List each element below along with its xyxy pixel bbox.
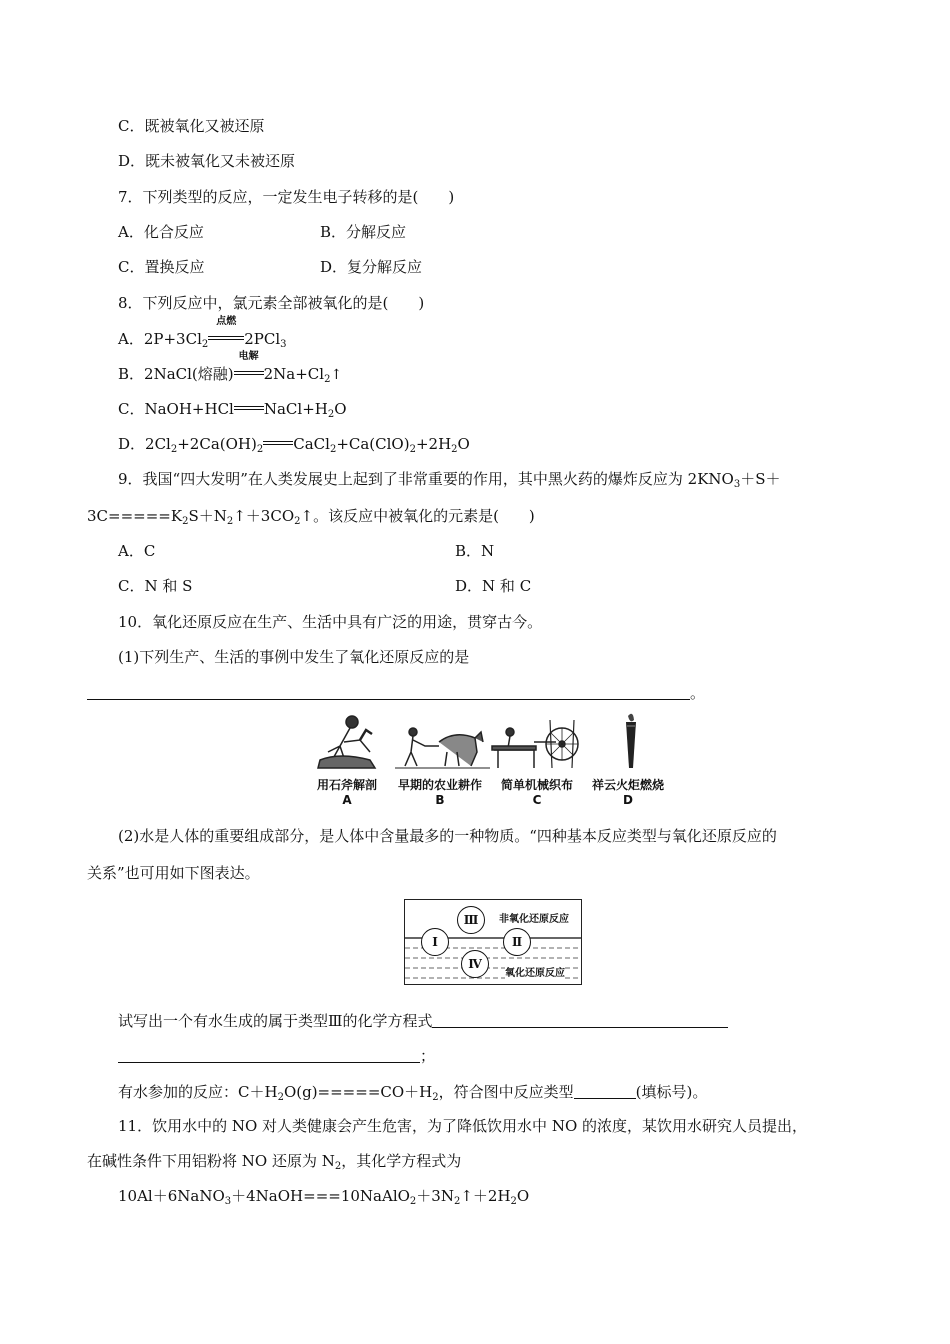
scene-ploughing bbox=[395, 728, 490, 768]
label-redox: 氧化还原反应 bbox=[505, 964, 565, 979]
q10-write-equation-cont: ； bbox=[118, 1046, 435, 1066]
q6-option-c: C．既被氧化又被还原 bbox=[118, 117, 265, 135]
q7-stem: 7．下列类型的反应，一定发生电子转移的是( ) bbox=[118, 188, 455, 206]
caption-b: 早期的农业耕作 bbox=[397, 778, 482, 792]
letter-b: B bbox=[435, 793, 445, 807]
q7-option-d: D．复分解反应 bbox=[320, 258, 423, 276]
scene-stone-axe bbox=[318, 716, 375, 768]
q10-part2-line2: 关系”也可用如下图表达。 bbox=[87, 864, 260, 882]
q9-stem-line1: 9．我国“四大发明”在人类发展史上起到了非常重要的作用，其中黑火药的爆炸反应为 $2KNO_3+S+$ bbox=[118, 470, 781, 490]
q7-option-a: A．化合反应 bbox=[118, 223, 204, 241]
q8-option-b: B．2NaCl(熔融) 电解 $2Na+Cl_2↑$ bbox=[118, 351, 343, 385]
caption-a: 用石斧解剖 bbox=[316, 778, 377, 792]
q9-option-c: C．N 和 S bbox=[118, 577, 193, 595]
reaction-condition-ignite: 点燃 bbox=[208, 329, 244, 349]
figure-activities bbox=[300, 712, 680, 812]
q7-option-b: B．分解反应 bbox=[320, 223, 407, 241]
scene-torch bbox=[626, 714, 636, 768]
label-non-redox: 非氧化还原反应 bbox=[499, 910, 569, 925]
q10-part1-answer-line: 。 bbox=[87, 683, 705, 703]
letter-a: A bbox=[342, 793, 352, 807]
q8-option-c: C．NaOH+HCl $NaCl+H_2O$ bbox=[118, 400, 347, 420]
q9-option-b: B．N bbox=[455, 542, 495, 560]
circle-type-2: Ⅱ bbox=[503, 928, 531, 956]
q9-option-d: D．N 和 C bbox=[455, 577, 532, 595]
q6-option-d: D．既未被氧化又未被还原 bbox=[118, 152, 296, 170]
q10-water-reaction: 有水参加的反应：$C+H_2O(g)=====CO+H_2$，符合图中反应类型 (填标号)。 bbox=[118, 1083, 708, 1103]
reaction-type-diagram bbox=[404, 899, 582, 985]
letter-c: C bbox=[532, 793, 542, 807]
q11-line1: 11．饮用水中的 NO 对人类健康会产生危害，为了降低饮用水中 NO 的浓度，某饮用水研究人员提出， bbox=[118, 1117, 808, 1135]
q10-stem: 10．氧化还原反应在生产、生活中具有广泛的用途，贯穿古今。 bbox=[118, 613, 543, 631]
q8-option-d: D．$2Cl_2+2Ca(OH)_2$ $CaCl_2+Ca(ClO)_2+2H_2O$ bbox=[118, 435, 470, 455]
q7-option-c: C．置换反应 bbox=[118, 258, 205, 276]
activities-illustration bbox=[300, 712, 680, 774]
q10-part1: (1)下列生产、生活的事例中发生了氧化还原反应的是 bbox=[118, 648, 470, 666]
q9-stem-line2: $3C=====K_2S+N_2↑+3CO_2↑$。该反应中被氧化的元素是( ) bbox=[87, 507, 535, 527]
circle-type-1: Ⅰ bbox=[421, 928, 449, 956]
q10-part2-line1: (2)水是人体的重要组成部分，是人体中含量最多的一种物质。“四种基本反应类型与氧化还原反应的 bbox=[118, 827, 777, 845]
q11-equation: $10Al+6NaNO_3+4NaOH===10NaAlO_2+3N_2↑+2H_2O$ bbox=[118, 1187, 530, 1207]
reaction-condition-electrolysis: 电解 bbox=[234, 364, 264, 384]
q10-write-equation: 试写出一个有水生成的属于类型Ⅲ的化学方程式 bbox=[118, 1011, 728, 1031]
answer-blank[interactable] bbox=[574, 1098, 636, 1099]
answer-blank[interactable] bbox=[432, 1027, 728, 1028]
answer-blank[interactable] bbox=[87, 699, 690, 700]
caption-d: 祥云火炬燃烧 bbox=[591, 778, 664, 792]
answer-blank[interactable] bbox=[118, 1062, 420, 1063]
scene-loom bbox=[492, 720, 578, 768]
q8-stem: 8．下列反应中，氯元素全部被氧化的是( ) bbox=[118, 294, 425, 312]
q8-option-a: A．$2P+3Cl_2$ 点燃 2PCl$_3$ bbox=[118, 316, 287, 350]
circle-type-4: Ⅳ bbox=[461, 950, 489, 978]
caption-c: 简单机械织布 bbox=[500, 778, 573, 792]
q11-line2: 在碱性条件下用铝粉将 NO 还原为 $N_2$，其化学方程式为 bbox=[87, 1152, 462, 1172]
circle-type-3: Ⅲ bbox=[457, 906, 485, 934]
q9-option-a: A．C bbox=[118, 542, 156, 560]
letter-d: D bbox=[623, 793, 633, 807]
